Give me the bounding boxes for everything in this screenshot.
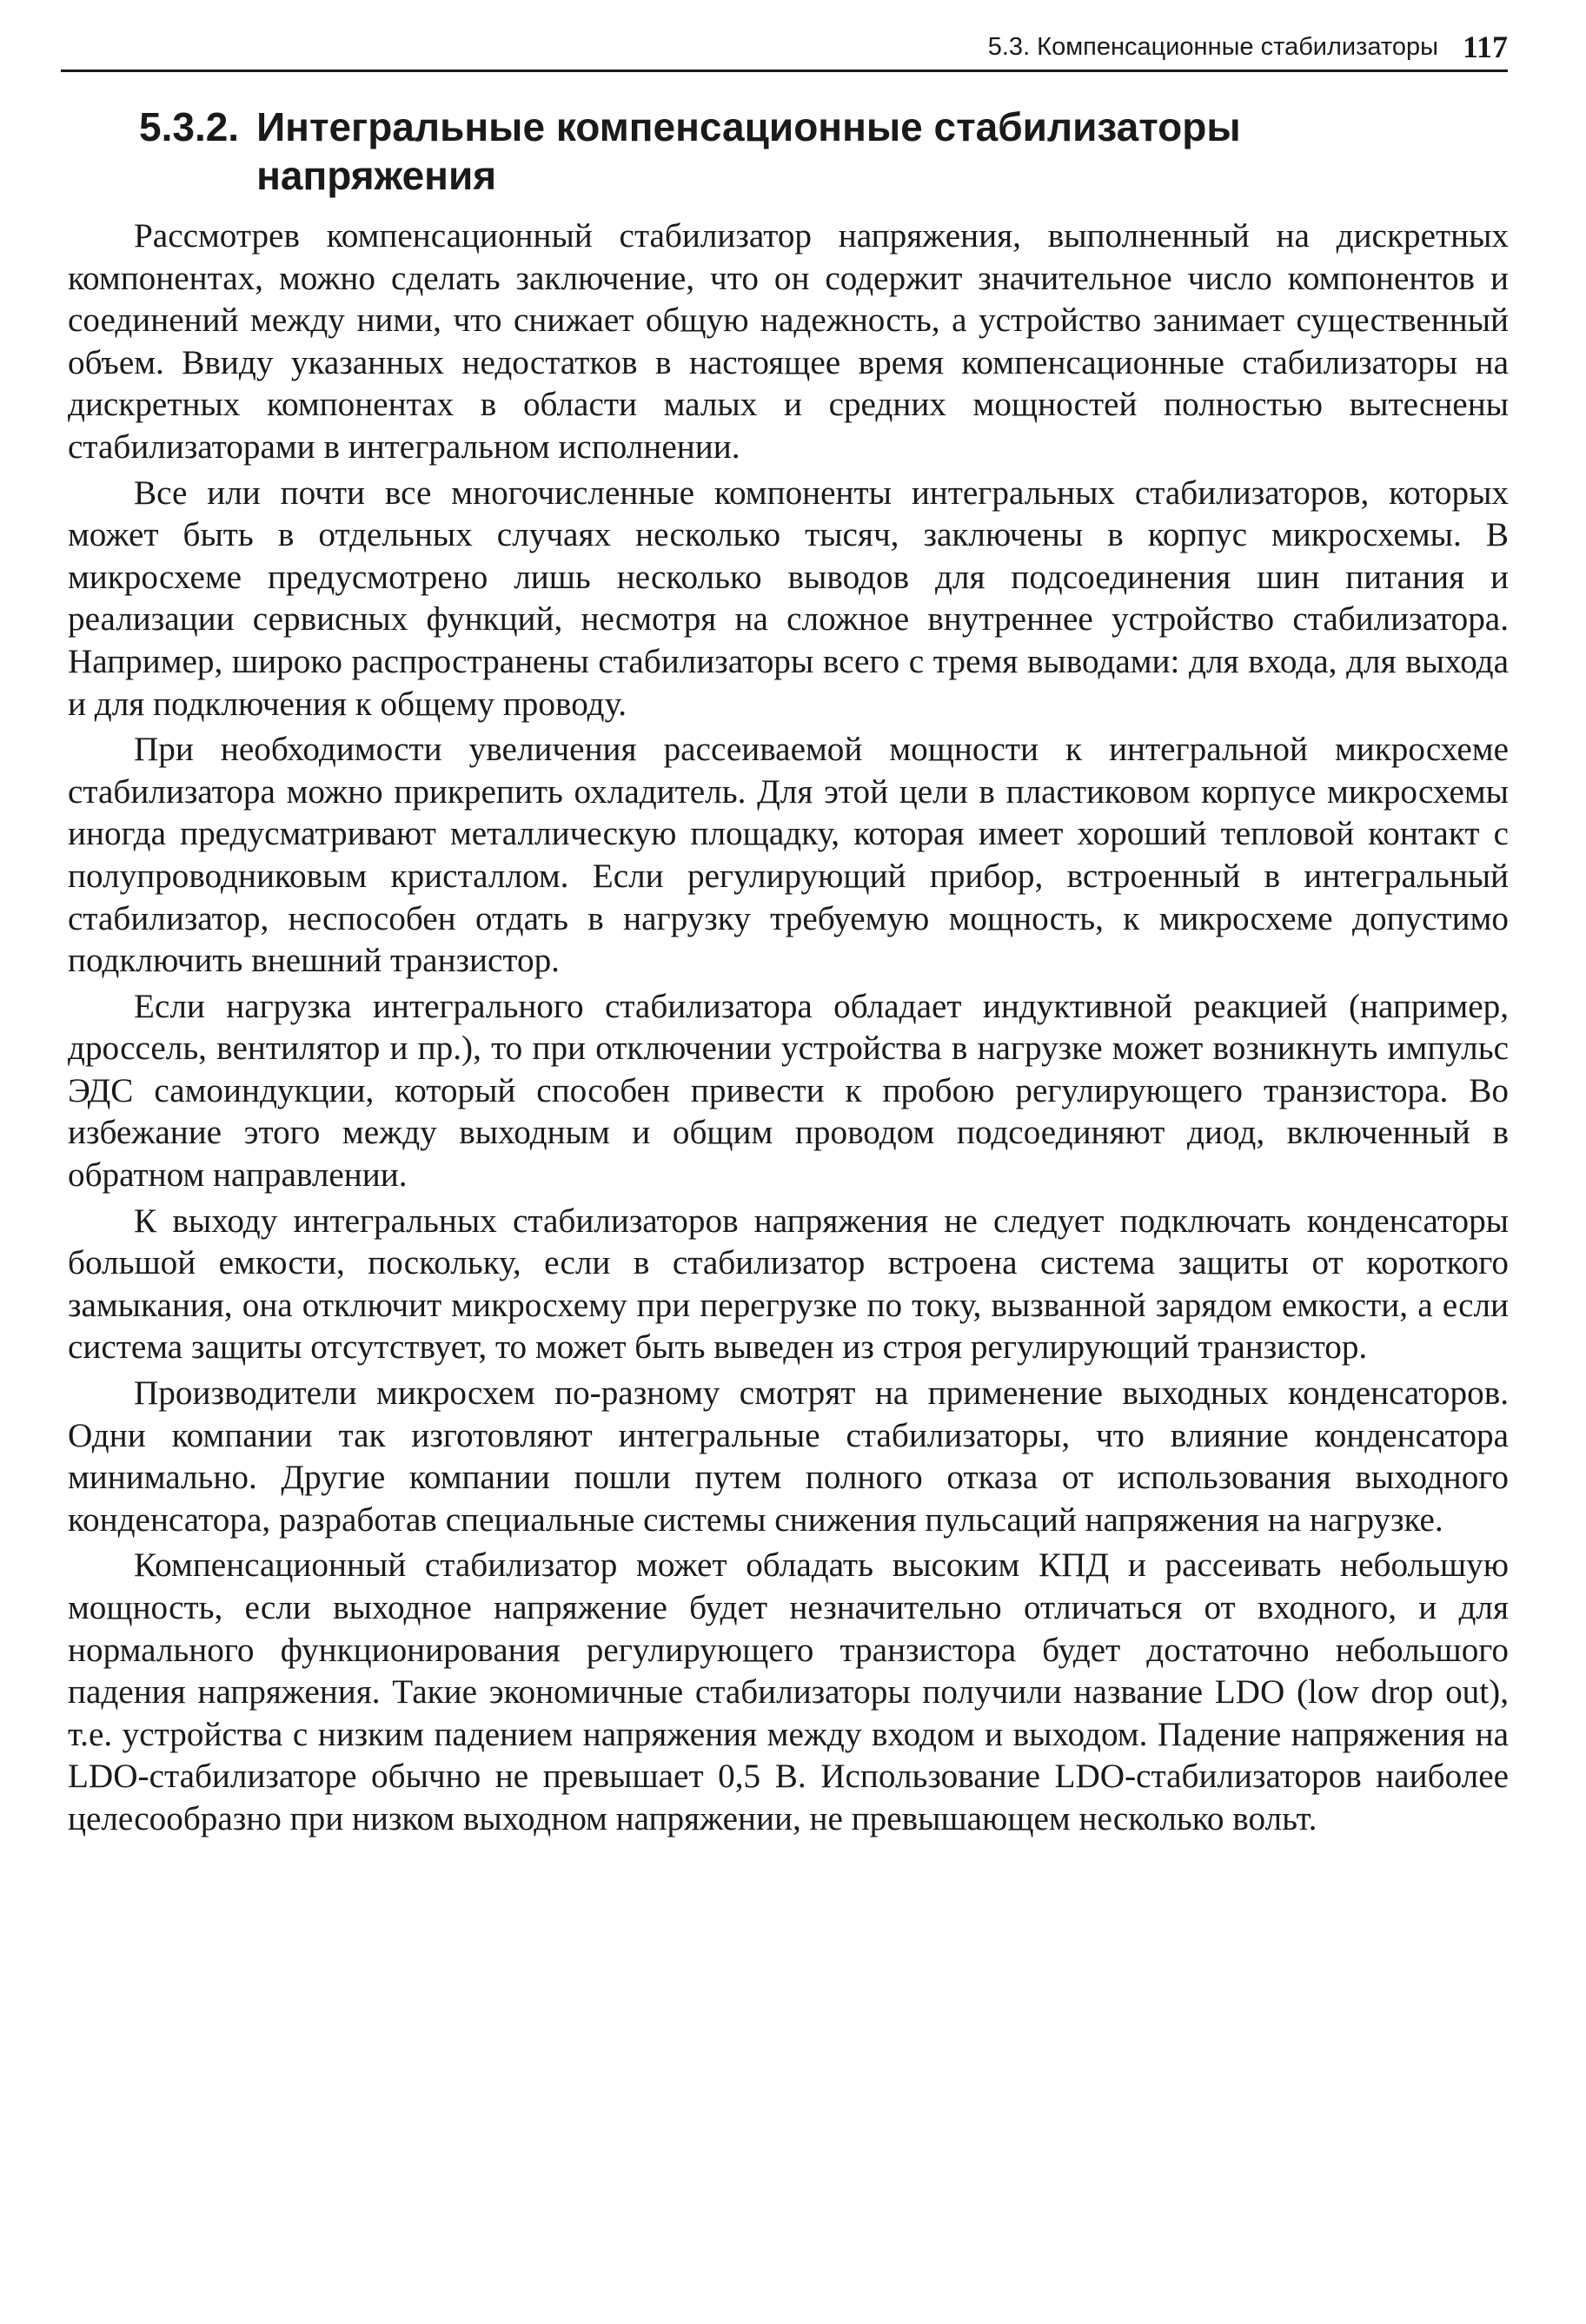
paragraph: Компенсационный стабилизатор может обладать высоким КПД и рассеивать небольшую мощность, если выходное напряжение будет незначительно отличаться от входного, и для нормального функционирования регулирующего транзистора будет достаточно небольшого падения напряжения. Такие экономичные стабилизаторы получили название LDO (low drop out), т.е. устройства с низким падением напряжения между входом и выходом. Падение напряжения на LDO-стабилизаторе обычно не превышает 0,5 В. Использование LDO-стабилизаторов наиболее целесообразно при низком выходном напряжении, не превышающем несколько вольт. [68,1546,1509,1837]
paragraph: При необходимости увеличения рассеиваемой мощности к интегральной микросхеме стабилизатора можно прикрепить охладитель. Для этой цели в пластиковом корпусе микросхемы иногда предусматривают металлическую площадку, которая имеет хороший тепловой контакт с полупроводниковым кристаллом. Если регулирующий прибор, встроенный в интегральный стабилизатор, неспособен отдать в нагрузку требуемую мощность, к микросхеме допустимо подключить внешний транзистор. [68,731,1509,980]
paragraph: Если нагрузка интегрального стабилизатора обладает индуктивной реакцией (например, дроссель, вентилятор и пр.), то при отключении устройства в нагрузке может возникнуть импульс ЭДС самоиндукции, который способен привести к пробою регулирующего транзистора. Во избежание этого между выходным и общим проводом подсоединяют диод, включенный в обратном направлении. [68,987,1509,1195]
running-header-title: 5.3. Компенсационные стабилизаторы [987,32,1438,61]
paragraph: Все или почти все многочисленные компоненты интегральных стабилизаторов, которых может быть в отдельных случаях несколько тысяч, заключены в корпус микросхемы. В микросхеме предусмотрено лишь несколько выводов для подсоединения шин питания и реализации сервисных функций, несмотря на сложное внутреннее устройство стабилизатора. Например, широко распространены стабилизаторы всего с тремя выводами: для входа, для выхода и для подключения к общему проводу. [68,473,1509,723]
paragraph: Рассмотрев компенсационный стабилизатор напряжения, выполненный на дискретных компонентах, можно сделать заключение, что он содержит значительное число компонентов и соединений между ними, что снижает общую надежность, а устройство занимает существенный объем. Ввиду указанных недостатков в настоящее время компенсационные стабилизаторы на дискретных компонентах в области малых и средних мощностей полностью вытеснены стабилизаторами в интегральном исполнении. [68,217,1509,466]
body-text [68,215,1509,1844]
page-number: 117 [1462,30,1508,64]
paragraph: К выходу интегральных стабилизаторов напряжения не следует подключать конденсаторы большой емкости, поскольку, если в стабилизатор встроена система защиты от короткого замыкания, она отключит микросхему при перегрузке по току, вызванной зарядом емкости, а если система защиты отсутствует, то может быть выведен из строя регулирующий транзистор. [68,1202,1509,1367]
section-heading [139,103,1477,200]
section-title: Интегральные компенсационные стабилизаторы напряжения [256,104,1241,198]
section-number: 5.3.2. [139,104,240,149]
running-header [61,24,1508,72]
paragraph: Производители микросхем по-разному смотрят на применение выходных конденсаторов. Одни компании так изготовляют интегральные стабилизаторы, что влияние конденсатора минимально. Другие компании пошли путем полного отказа от использования выходного конденсатора, разработав специальные системы снижения пульсаций напряжения на нагрузке. [68,1374,1509,1539]
